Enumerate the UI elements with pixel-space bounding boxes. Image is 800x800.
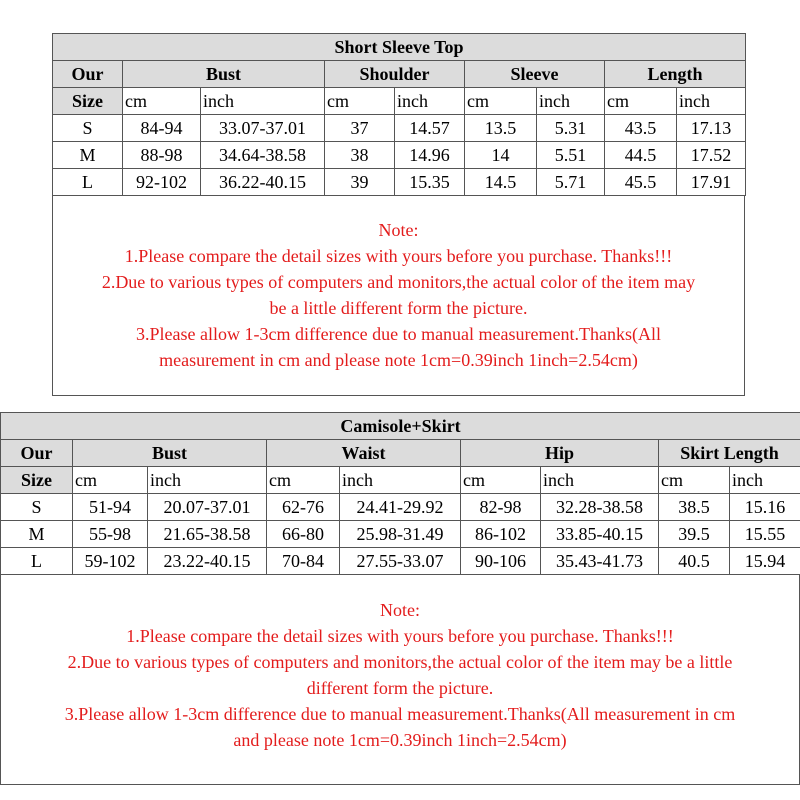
table-cell: 32.28-38.58 (541, 494, 659, 521)
table-cell: 39 (325, 169, 395, 196)
table-cell: 21.65-38.58 (148, 521, 267, 548)
table-cell: 86-102 (461, 521, 541, 548)
table-cell: 62-76 (267, 494, 340, 521)
unit-label: inch (201, 88, 325, 115)
unit-label: cm (325, 88, 395, 115)
table-cell: 14.57 (395, 115, 465, 142)
unit-label: inch (730, 467, 800, 494)
table-cell: 23.22-40.15 (148, 548, 267, 575)
table-cell: 88-98 (123, 142, 201, 169)
table-cell: 55-98 (73, 521, 148, 548)
size-header: Our (53, 61, 123, 88)
table-cell: 45.5 (605, 169, 677, 196)
note-line: be a little different form the picture. (269, 298, 528, 318)
unit-label: inch (148, 467, 267, 494)
size-cell: L (1, 548, 73, 575)
table-cell: 35.43-41.73 (541, 548, 659, 575)
table-cell: 34.64-38.58 (201, 142, 325, 169)
table-cell: 33.07-37.01 (201, 115, 325, 142)
table-cell: 5.31 (537, 115, 605, 142)
note-line: 2.Due to various types of computers and monitors,the actual color of the item may (101, 272, 696, 292)
unit-label: cm (605, 88, 677, 115)
column-header-skirt-length: Skirt Length (659, 440, 800, 467)
size-header: Our (1, 440, 73, 467)
table-cell: 39.5 (659, 521, 730, 548)
table-cell: 90-106 (461, 548, 541, 575)
table-cell: 38 (325, 142, 395, 169)
note-heading: Note: (378, 220, 419, 240)
table-cell: 43.5 (605, 115, 677, 142)
table-row (53, 115, 746, 142)
note-line: measurement in cm and please note 1cm=0.39inch 1inch=2.54cm) (159, 350, 638, 370)
table-cell: 17.13 (677, 115, 746, 142)
table-cell: 33.85-40.15 (541, 521, 659, 548)
unit-label: inch (395, 88, 465, 115)
unit-label: inch (541, 467, 659, 494)
note-line: 1.Please compare the detail sizes with yours before you purchase. Thanks!!! (124, 246, 673, 266)
unit-label: cm (465, 88, 537, 115)
note-box (0, 575, 800, 785)
table-cell: 15.55 (730, 521, 800, 548)
table-cell: 70-84 (267, 548, 340, 575)
table-cell: 20.07-37.01 (148, 494, 267, 521)
size-cell: S (53, 115, 123, 142)
table-cell: 5.51 (537, 142, 605, 169)
size-cell: L (53, 169, 123, 196)
table-cell: 5.71 (537, 169, 605, 196)
note-heading: Note: (380, 600, 420, 620)
unit-label: inch (340, 467, 461, 494)
table-cell: 84-94 (123, 115, 201, 142)
table-cell: 66-80 (267, 521, 340, 548)
table-cell: 14.96 (395, 142, 465, 169)
unit-label: cm (123, 88, 201, 115)
unit-label: cm (267, 467, 340, 494)
column-header-hip: Hip (461, 440, 659, 467)
table-cell: 15.35 (395, 169, 465, 196)
unit-label: cm (73, 467, 148, 494)
table-cell: 14.5 (465, 169, 537, 196)
note-box (52, 195, 745, 396)
note-line: 2.Due to various types of computers and monitors,the actual color of the item may be a little (67, 652, 733, 672)
column-header-sleeve: Sleeve (465, 61, 605, 88)
size-chart-camisole-skirt (0, 412, 800, 575)
note-line: 3.Please allow 1-3cm difference due to manual measurement.Thanks(All measurement in cm (64, 704, 736, 724)
column-header-waist: Waist (267, 440, 461, 467)
table-cell: 25.98-31.49 (340, 521, 461, 548)
table-cell: 15.94 (730, 548, 800, 575)
column-header-length: Length (605, 61, 746, 88)
note-line: and please note 1cm=0.39inch 1inch=2.54cm) (233, 730, 567, 750)
table-cell: 36.22-40.15 (201, 169, 325, 196)
table-cell: 15.16 (730, 494, 800, 521)
table-cell: 92-102 (123, 169, 201, 196)
size-chart-short-sleeve-top (52, 33, 745, 196)
note-line: 1.Please compare the detail sizes with yours before you purchase. Thanks!!! (126, 626, 674, 646)
table-cell: 37 (325, 115, 395, 142)
column-header-bust: Bust (73, 440, 267, 467)
table-row (53, 169, 746, 196)
note-line: 3.Please allow 1-3cm difference due to manual measurement.Thanks(All (136, 324, 661, 344)
table-title: Camisole+Skirt (1, 413, 800, 440)
table-cell: 14 (465, 142, 537, 169)
table-cell: 44.5 (605, 142, 677, 169)
table-cell: 40.5 (659, 548, 730, 575)
table-row (53, 142, 746, 169)
table-cell: 13.5 (465, 115, 537, 142)
table-row (1, 548, 800, 575)
size-cell: S (1, 494, 73, 521)
size-header: Size (53, 88, 123, 115)
unit-label: inch (677, 88, 746, 115)
note-line: different form the picture. (306, 678, 494, 698)
size-cell: M (53, 142, 123, 169)
table-row (1, 494, 800, 521)
table-cell: 51-94 (73, 494, 148, 521)
unit-label: cm (659, 467, 730, 494)
table-cell: 59-102 (73, 548, 148, 575)
size-header: Size (1, 467, 73, 494)
table-cell: 38.5 (659, 494, 730, 521)
unit-label: inch (537, 88, 605, 115)
table-cell: 17.91 (677, 169, 746, 196)
table-cell: 82-98 (461, 494, 541, 521)
table-cell: 24.41-29.92 (340, 494, 461, 521)
column-header-bust: Bust (123, 61, 325, 88)
column-header-shoulder: Shoulder (325, 61, 465, 88)
unit-label: cm (461, 467, 541, 494)
table-cell: 27.55-33.07 (340, 548, 461, 575)
size-cell: M (1, 521, 73, 548)
table-row (1, 521, 800, 548)
table-title: Short Sleeve Top (53, 34, 746, 61)
table-cell: 17.52 (677, 142, 746, 169)
